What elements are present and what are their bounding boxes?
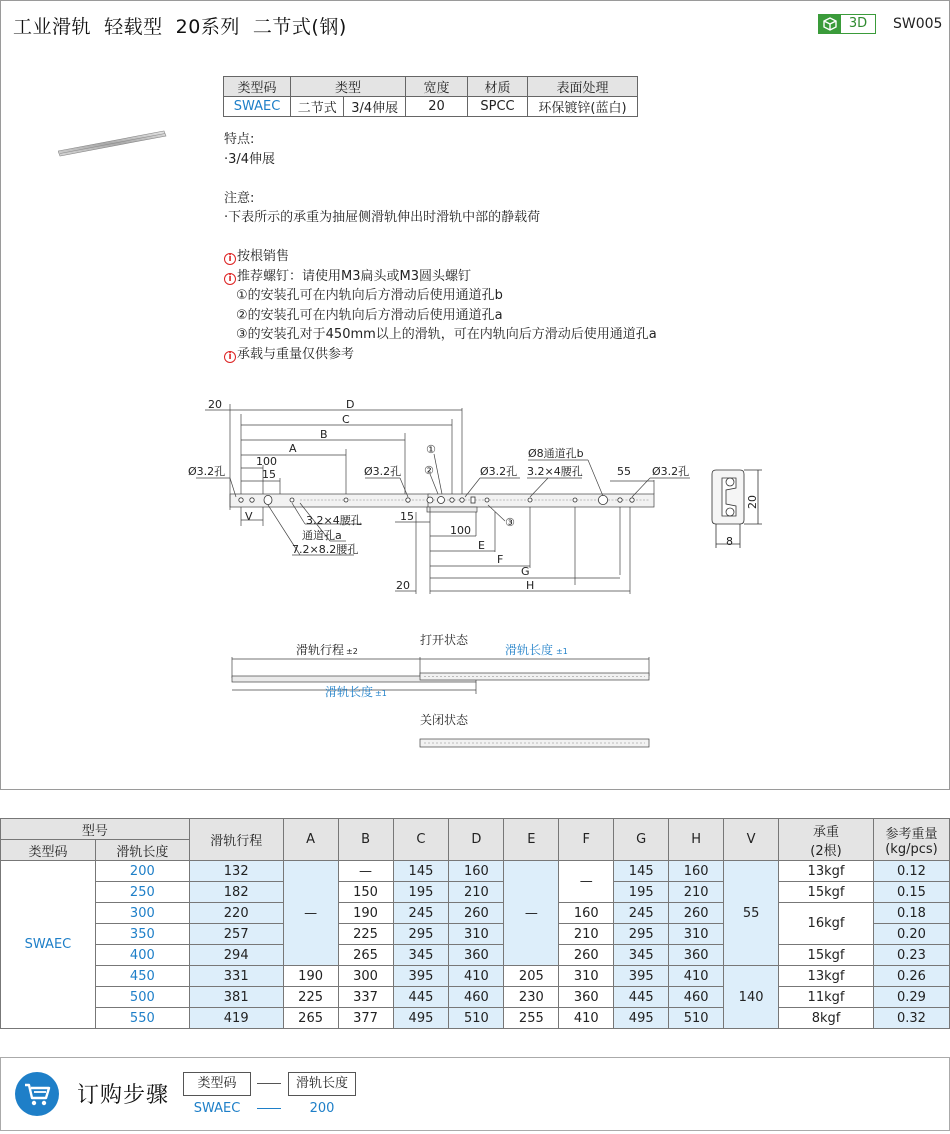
- table-row: [1, 987, 950, 1008]
- dim-label: C: [342, 413, 350, 426]
- dim-label: A: [289, 442, 297, 455]
- table-cell: 377: [338, 1008, 393, 1029]
- spec-cell: 环保镀锌(蓝白): [528, 97, 638, 117]
- sub-note: ①的安装孔可在内轨向后方滑动后使用通道孔b: [236, 288, 503, 303]
- col-header: F: [559, 819, 614, 861]
- table-cell: 55: [724, 861, 779, 966]
- dim-label: B: [320, 428, 328, 441]
- spec-cell: 20: [406, 97, 468, 117]
- group-header: 型号: [1, 819, 190, 840]
- caution-title: 注意:: [224, 190, 255, 206]
- table-cell: 300: [338, 966, 393, 987]
- dim-label: ①: [426, 443, 436, 456]
- col-header: H: [669, 819, 724, 861]
- table-cell: 0.18: [873, 903, 949, 924]
- table-cell: 13kgf: [779, 861, 874, 882]
- table-cell: 360: [669, 945, 724, 966]
- product-code: SW005: [893, 16, 943, 32]
- table-cell: 395: [393, 966, 449, 987]
- table-cell: 225: [283, 987, 338, 1008]
- table-cell: 190: [338, 903, 393, 924]
- dim-label: 8: [726, 535, 733, 548]
- table-cell: 210: [559, 924, 614, 945]
- table-cell: 260: [559, 945, 614, 966]
- dim-label: ③: [505, 516, 515, 529]
- table-cell: 360: [559, 987, 614, 1008]
- table-cell: 460: [669, 987, 724, 1008]
- table-cell: 345: [393, 945, 449, 966]
- dim-label: 3.2×4腰孔: [306, 514, 362, 527]
- table-cell: 337: [338, 987, 393, 1008]
- table-cell: 0.20: [873, 924, 949, 945]
- open-state-label: 打开状态: [420, 633, 469, 647]
- table-cell: —: [559, 861, 614, 903]
- table-cell: 16kgf: [779, 903, 874, 945]
- table-cell: 245: [614, 903, 669, 924]
- table-cell: 255: [504, 1008, 559, 1029]
- col-header: E: [504, 819, 559, 861]
- dim-label: 20: [746, 495, 759, 509]
- weight-header: 参考重量 (kg/pcs): [873, 819, 949, 861]
- table-cell: 265: [283, 1008, 338, 1029]
- table-cell: 0.12: [873, 861, 949, 882]
- col-header: B: [338, 819, 393, 861]
- rail-photo: [58, 127, 170, 159]
- table-cell: 195: [393, 882, 449, 903]
- dimension-table: [0, 818, 950, 1029]
- table-cell: 0.15: [873, 882, 949, 903]
- table-cell: 310: [669, 924, 724, 945]
- table-cell: 450: [95, 966, 189, 987]
- table-cell: 210: [449, 882, 504, 903]
- table-cell: 381: [189, 987, 283, 1008]
- table-cell: 195: [614, 882, 669, 903]
- table-cell: 295: [614, 924, 669, 945]
- length-label-open: 滑轨长度: [505, 643, 554, 657]
- table-cell: 295: [393, 924, 449, 945]
- table-cell: 145: [393, 861, 449, 882]
- order-value-connector: [257, 1108, 281, 1109]
- order-steps: [0, 1057, 950, 1131]
- table-cell: 15kgf: [779, 945, 874, 966]
- spec-table: [223, 76, 638, 117]
- table-cell: 294: [189, 945, 283, 966]
- table-cell: —: [283, 861, 338, 966]
- table-cell: 260: [449, 903, 504, 924]
- table-cell: 160: [669, 861, 724, 882]
- table-cell: SWAEC: [1, 861, 96, 1029]
- info-icon: i: [224, 273, 236, 285]
- table-cell: 445: [393, 987, 449, 1008]
- dim-label: ②: [424, 464, 434, 477]
- dim-label: Ø8通道孔b: [528, 447, 584, 460]
- page-title: 工业滑轨 轻载型 20系列 二节式(钢): [13, 16, 347, 38]
- dim-label: 100: [256, 455, 277, 468]
- dim-label: V: [245, 510, 253, 523]
- order-field-length: 滑轨长度: [288, 1072, 356, 1096]
- table-cell: 210: [669, 882, 724, 903]
- table-cell: 500: [95, 987, 189, 1008]
- table-cell: 260: [669, 903, 724, 924]
- table-cell: 132: [189, 861, 283, 882]
- dim-label: 15: [262, 468, 276, 481]
- table-cell: 345: [614, 945, 669, 966]
- table-cell: 0.26: [873, 966, 949, 987]
- dim-label: G: [521, 565, 530, 578]
- spec-cell: SPCC: [468, 97, 528, 117]
- feature-item: ·3/4伸展: [224, 151, 276, 167]
- info-item: 按根销售: [237, 249, 290, 264]
- info-item: 承载与重量仅供参考: [237, 346, 355, 362]
- dim-label: 55: [617, 465, 631, 478]
- table-cell: 15kgf: [779, 882, 874, 903]
- table-cell: 205: [504, 966, 559, 987]
- dim-label: 20: [208, 398, 222, 411]
- table-cell: 495: [393, 1008, 449, 1029]
- features-title: 特点:: [224, 132, 255, 147]
- closed-state-label: 关闭状态: [420, 713, 469, 727]
- caution-item: ·下表所示的承重为抽屉侧滑轨伸出时滑轨中部的静载荷: [224, 210, 541, 225]
- table-cell: 145: [614, 861, 669, 882]
- table-cell: 419: [189, 1008, 283, 1029]
- stroke-label: 滑轨行程: [296, 643, 345, 657]
- spec-header: 类型: [291, 77, 406, 97]
- dim-label: Ø3.2孔: [652, 465, 690, 478]
- order-value-type: SWAEC: [193, 1101, 241, 1116]
- dim-label: H: [526, 579, 535, 592]
- table-cell: 160: [559, 903, 614, 924]
- table-cell: 300: [95, 903, 189, 924]
- table-cell: 0.32: [873, 1008, 949, 1029]
- table-cell: 182: [189, 882, 283, 903]
- table-cell: 460: [449, 987, 504, 1008]
- spec-header: 材质: [468, 77, 528, 97]
- table-cell: 225: [338, 924, 393, 945]
- table-cell: 11kgf: [779, 987, 874, 1008]
- dim-label: F: [497, 553, 504, 566]
- table-cell: 410: [669, 966, 724, 987]
- table-cell: 140: [724, 966, 779, 1029]
- table-cell: —: [338, 861, 393, 882]
- dim-label: 15: [400, 510, 414, 523]
- col-header: G: [614, 819, 669, 861]
- dim-label: Ø3.2孔: [480, 465, 518, 478]
- info-icon: i: [224, 253, 236, 265]
- cube-icon: [819, 15, 841, 33]
- dim-label: D: [346, 398, 355, 411]
- table-cell: 13kgf: [779, 966, 874, 987]
- info-icon: i: [224, 351, 236, 363]
- table-cell: —: [504, 861, 559, 966]
- table-cell: 445: [614, 987, 669, 1008]
- dim-label: 20: [396, 579, 410, 592]
- sub-header: 滑轨长度: [95, 840, 189, 861]
- table-cell: 310: [559, 966, 614, 987]
- table-cell: 8kgf: [779, 1008, 874, 1029]
- info-item: 推荐螺钉：请使用M3扁头或M3圆头螺钉: [237, 268, 471, 284]
- table-cell: 265: [338, 945, 393, 966]
- 3d-label: 3D: [848, 16, 868, 31]
- table-cell: 0.29: [873, 987, 949, 1008]
- table-row: [1, 966, 950, 987]
- table-row: [1, 882, 950, 903]
- col-header: 滑轨行程: [189, 819, 283, 861]
- table-cell: 360: [449, 945, 504, 966]
- stroke-tol: ±2: [346, 647, 358, 656]
- sub-header: 类型码: [1, 840, 96, 861]
- table-cell: 200: [95, 861, 189, 882]
- table-cell: 350: [95, 924, 189, 945]
- table-cell: 495: [614, 1008, 669, 1029]
- order-connector: [257, 1083, 281, 1084]
- table-cell: 510: [449, 1008, 504, 1029]
- technical-drawing: [0, 390, 950, 760]
- table-row: [1, 945, 950, 966]
- table-cell: 160: [449, 861, 504, 882]
- length-label: 滑轨长度: [325, 685, 374, 699]
- table-cell: 510: [669, 1008, 724, 1029]
- notes: [224, 130, 657, 364]
- cart-icon: [15, 1072, 59, 1116]
- col-header: C: [393, 819, 449, 861]
- spec-cell: SWAEC: [224, 97, 291, 117]
- dim-label: 3.2×4腰孔: [527, 465, 583, 478]
- dim-label: 通道孔a: [302, 529, 342, 542]
- sub-note: ③的安装孔对于450mm以上的滑轨，可在内轨向后方滑动后使用通道孔a: [236, 327, 657, 342]
- table-cell: 331: [189, 966, 283, 987]
- spec-cell: 3/4伸展: [344, 97, 406, 117]
- order-title: 订购步骤: [77, 1083, 170, 1108]
- length-tol-open: ±1: [556, 647, 568, 656]
- table-cell: 410: [449, 966, 504, 987]
- table-cell: 395: [614, 966, 669, 987]
- table-cell: 310: [449, 924, 504, 945]
- spec-header: 类型码: [224, 77, 291, 97]
- sub-note: ②的安装孔可在内轨向后方滑动后使用通道孔a: [236, 307, 503, 323]
- spec-header: 表面处理: [528, 77, 638, 97]
- table-cell: 257: [189, 924, 283, 945]
- table-row: [1, 903, 950, 924]
- order-field-type: 类型码: [183, 1072, 251, 1096]
- dim-label: E: [478, 539, 485, 552]
- table-cell: 250: [95, 882, 189, 903]
- table-cell: 190: [283, 966, 338, 987]
- dim-label: 7.2×8.2腰孔: [292, 543, 359, 556]
- table-cell: 230: [504, 987, 559, 1008]
- dim-label: 100: [450, 524, 471, 537]
- col-header: A: [283, 819, 338, 861]
- table-cell: 410: [559, 1008, 614, 1029]
- 3d-model-button[interactable]: [818, 14, 876, 34]
- table-cell: 550: [95, 1008, 189, 1029]
- table-cell: 220: [189, 903, 283, 924]
- table-row: [1, 861, 950, 882]
- table-row: [1, 1008, 950, 1029]
- table-cell: 245: [393, 903, 449, 924]
- dim-label: Ø3.2孔: [364, 465, 402, 478]
- table-cell: 400: [95, 945, 189, 966]
- col-header: D: [449, 819, 504, 861]
- order-value-length: 200: [309, 1101, 335, 1116]
- dim-label: Ø3.2孔: [188, 465, 226, 478]
- table-cell: 0.23: [873, 945, 949, 966]
- length-tol: ±1: [375, 689, 387, 698]
- load-header: 承重 (2根): [779, 819, 874, 861]
- col-header: V: [724, 819, 779, 861]
- spec-cell: 二节式: [291, 97, 344, 117]
- table-cell: 150: [338, 882, 393, 903]
- spec-header: 宽度: [406, 77, 468, 97]
